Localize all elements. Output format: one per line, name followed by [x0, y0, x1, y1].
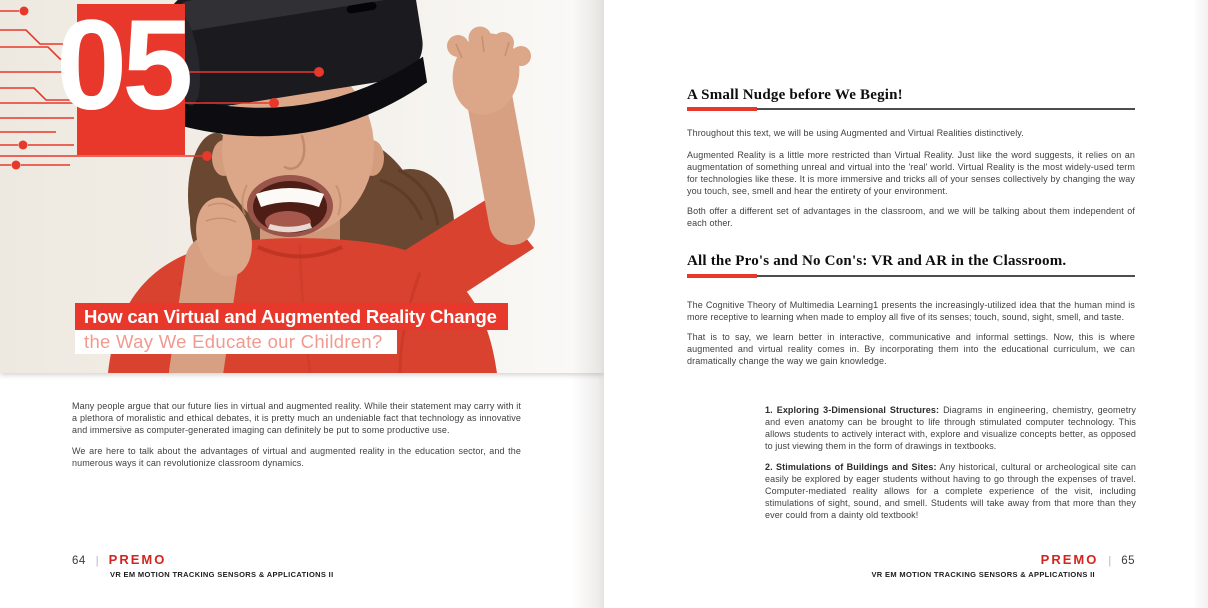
headline-line2: the Way We Educate our Children?: [75, 330, 397, 354]
paragraph: Augmented Reality is a little more restricted than Virtual Reality. Just like the word suggests, it relies on an augmentation of something unreal and virtual into the 'real' world. Virtual Reality is the most widely-used term for technologies like these. It is more immersive and tricks all of your senses collectively by changing the way you touch, see, smell and hear the entirety of your environment.: [687, 150, 1135, 196]
right-page-footer: [835, 552, 1135, 579]
brand-logo: PREMO: [108, 552, 167, 567]
section-heading: All the Pro's and No Con's: VR and AR in the Classroom.: [687, 253, 1067, 269]
list-item-text: Diagrams in engineering, chemistry, geometry and even anatomy can be brought to life through stimulated computer technology. This allows students to actively interact with, explore and visualize concepts better, as opposed to just viewing them in the form of drawings in textbooks.: [765, 405, 1136, 451]
heading-underline: [687, 107, 1135, 111]
underline-accent: [687, 274, 757, 278]
right-page: [604, 0, 1208, 608]
list-item-label: 2. Stimulations of Buildings and Sites:: [765, 462, 937, 472]
paragraph: Throughout this text, we will be using Augmented and Virtual Realities distinctively.: [687, 128, 1024, 138]
list-item: [765, 462, 1136, 521]
heading-underline: [687, 274, 1135, 278]
paragraph: Many people argue that our future lies in virtual and augmented reality. While their statement may carry with it a plethora of moralistic and ethical debates, it is pretty much an undeniable fact that technology as innovative and immersive as computer-generated imaging can definitely be put to some productive use.: [72, 401, 521, 435]
chapter-number: 05: [56, 0, 189, 137]
left-page-body: [72, 401, 521, 478]
page-number: 64: [72, 555, 86, 567]
left-page-footer: [72, 552, 334, 579]
section-heading: A Small Nudge before We Begin!: [687, 87, 903, 103]
page-number: 65: [1121, 555, 1135, 567]
footer-divider: |: [1108, 555, 1112, 567]
footer-subtitle: VR EM MOTION TRACKING SENSORS & APPLICATIONS II: [871, 570, 1095, 579]
list-item: [765, 405, 1136, 453]
list-item-label: 1. Exploring 3-Dimensional Structures:: [765, 405, 940, 415]
brand-logo: PREMO: [1040, 552, 1099, 567]
footer-subtitle: VR EM MOTION TRACKING SENSORS & APPLICATIONS II: [110, 570, 334, 579]
underline-accent: [687, 107, 757, 111]
headline-line1: How can Virtual and Augmented Reality Change: [75, 303, 508, 330]
list-item-text: Any historical, cultural or archeological site can easily be explored by eager students without having to go through the expenses of travel. Computer-mediated reality allows for a complete experience of the visit, including stimulations of sight, sound, and smell. Students will take away from that more than they ever could from a dainty old textbook!: [765, 462, 1136, 520]
footer-divider: |: [95, 555, 99, 567]
paragraph: That is to say, we learn better in interactive, communicative and informal settings. Now, this is where augmented and virtual reality comes in. By incorporating them into the educational curriculum, we can dramatically change the way we gain knowledge.: [687, 332, 1135, 366]
paragraph: Both offer a different set of advantages in the classroom, and we will be talking about them independent of each other.: [687, 206, 1135, 228]
paragraph: We are here to talk about the advantages of virtual and augmented reality in the education sector, and the numerous ways it can revolutionize classroom dynamics.: [72, 445, 521, 468]
chapter-hero-photo: [0, 0, 604, 373]
paragraph: The Cognitive Theory of Multimedia Learning1 presents the increasingly-utilized idea that the human mind is more receptive to learning when made to employ all five of its senses; touch, sound, sight, smell, and taste.: [687, 300, 1135, 322]
